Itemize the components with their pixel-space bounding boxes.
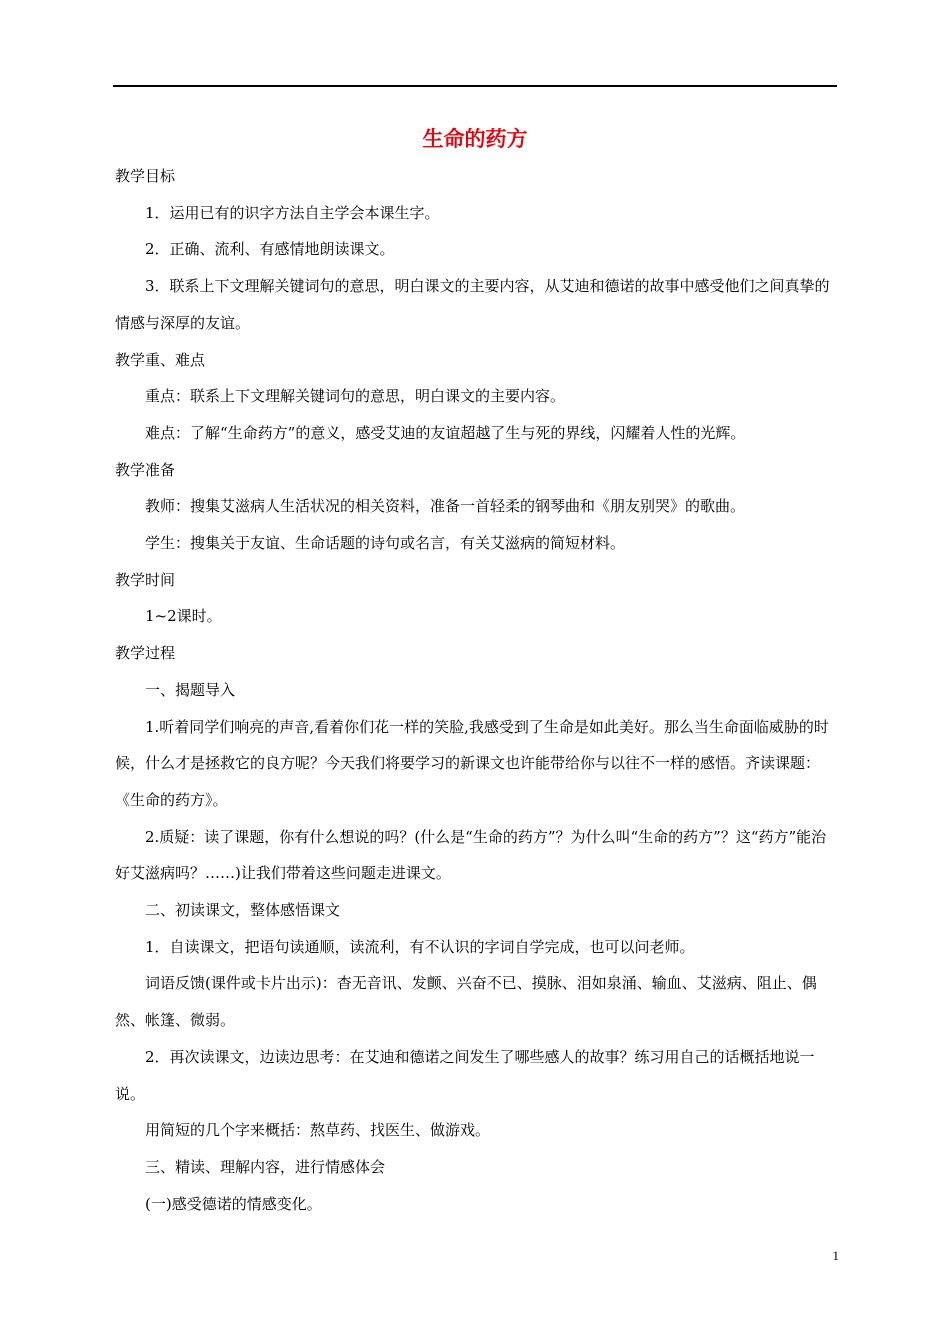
- paragraph: 难点：了解“生命药方”的意义，感受艾迪的友谊超越了生与死的界线，闪耀着人性的光辉。: [145, 423, 746, 442]
- paragraph: 重点：联系上下文理解关键词句的意思，明白课文的主要内容。: [145, 387, 566, 406]
- document-title: 生命的药方: [422, 127, 528, 151]
- paragraph: 词语反馈(课件或卡片出示)：杳无音讯、发颤、兴奋不已、摸脉、泪如泉涌、输血、艾滋病、阻止、偶然、帐篷、微弱。: [115, 974, 817, 1030]
- paragraph: 1~2课时。: [145, 607, 222, 626]
- subheading: 一、揭题导入: [145, 680, 236, 699]
- paragraph: (一)感受德诺的情感变化。: [145, 1194, 322, 1213]
- paragraph: 2．再次读课文，边读边思考：在艾迪和德诺之间发生了哪些感人的故事？练习用自己的话概括地说一说。: [115, 1047, 815, 1103]
- subheading: 二、初读课文，整体感悟课文: [145, 901, 341, 920]
- section-heading-process: 教学过程: [115, 644, 176, 663]
- paragraph: 1．自读课文，把语句读通顺，读流利，有不认识的字词自学完成，也可以问老师。: [145, 937, 695, 956]
- paragraph: 用简短的几个字来概括：熬草药、找医生、做游戏。: [145, 1121, 491, 1140]
- document-body: [115, 158, 839, 1222]
- paragraph: 1．运用已有的识字方法自主学会本课生字。: [145, 203, 440, 222]
- section-heading-key-points: 教学重、难点: [115, 350, 206, 369]
- section-heading-preparation: 教学准备: [115, 460, 176, 479]
- header-rule: [113, 85, 837, 87]
- paragraph: 1.听着同学们响亮的声音,看着你们花一样的笑脸,我感受到了生命是如此美好。那么当生命面临威胁的时候，什么才是拯救它的良方呢？今天我们将要学习的新课文也许能带给你与以往不一样的感悟。齐读课题：《生命的药方》。: [115, 717, 829, 809]
- paragraph: 学生：搜集关于友谊、生命话题的诗句或名言，有关艾滋病的简短材料。: [145, 534, 626, 553]
- paragraph: 2.质疑：读了课题，你有什么想说的吗？(什么是“生命的药方”？为什么叫“生命的药方”？这“药方”能治好艾滋病吗？……)让我们带着这些问题走进课文。: [115, 827, 827, 883]
- page-number: 1: [832, 1248, 839, 1263]
- section-heading-time: 教学时间: [115, 570, 176, 589]
- paragraph: 3．联系上下文理解关键词句的意思，明白课文的主要内容，从艾迪和德诺的故事中感受他们之间真挚的情感与深厚的友谊。: [115, 277, 830, 332]
- paragraph: 教师：搜集艾滋病人生活状况的相关资料，准备一首轻柔的钢琴曲和《朋友别哭》的歌曲。: [145, 497, 746, 516]
- subheading: 三、精读、理解内容，进行情感体会: [145, 1157, 386, 1176]
- paragraph: 2．正确、流利、有感情地朗读课文。: [145, 240, 395, 259]
- section-heading-goals: 教学目标: [115, 167, 176, 185]
